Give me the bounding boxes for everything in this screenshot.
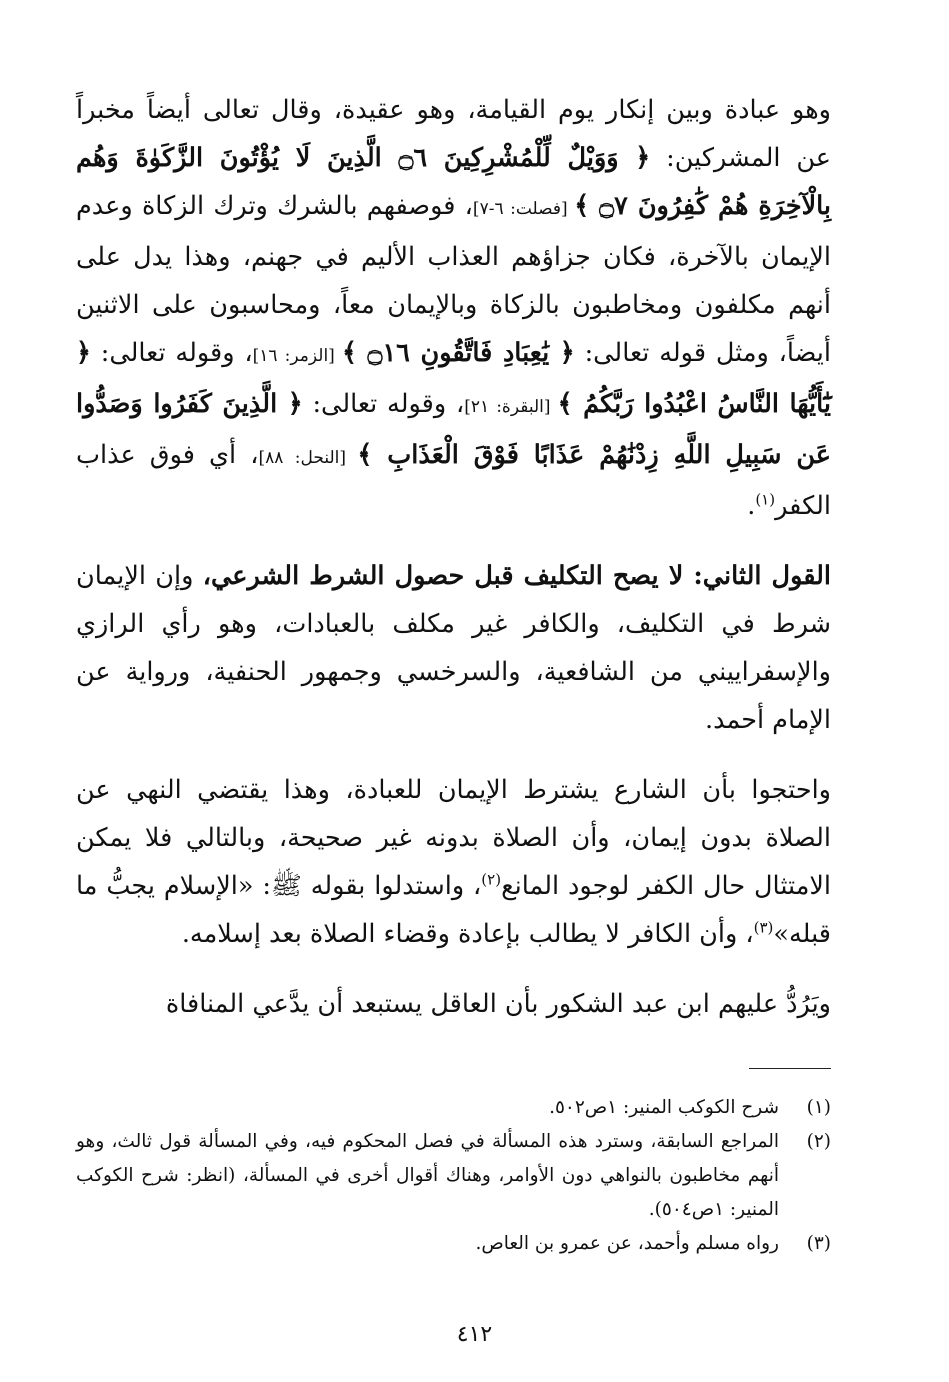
page-number: ٤١٢ [456, 1322, 493, 1347]
footnote-marker: (٢) [481, 870, 502, 889]
body-text: ، وقوله تعالى: [90, 338, 253, 368]
footnote-number: (٣) [806, 1233, 831, 1254]
verse-reference: [الزمر: ١٦] [252, 346, 342, 366]
footnote-number: (٢) [806, 1131, 831, 1152]
section-heading: القول الثاني: لا يصح التكليف قبل حصول الشرط الشرعي، [202, 561, 831, 591]
body-text: ، فوصفهم بالشرك وترك الزكاة وعدم الإيمان بالآخرة، فكان جزاؤهم العذاب الأليم في جهنم، وهذا يدل على أنهم مكلفون ومخاطبون بالزكاة وبالإيمان معاً، ومحاسبون على الاثنين أيضاً، ومثل قوله تعالى: [76, 191, 831, 368]
quran-verse: ﴿ يَٰعِبَادِ فَاتَّقُونِ ۝١٦ ﴾ [341, 338, 575, 368]
footnote-text: شرح الكوكب المنير: ١ص٥٠٢. [549, 1097, 779, 1118]
body-text: واحتجوا بأن الشارع يشترط الإيمان للعبادة، وهذا يقتضي النهي عن الصلاة بدون إيمان، وأن الصلاة بدونه غير صحيحة، وبالتالي فلا يمكن الامتثال حال الكفر لوجود المانع [76, 775, 831, 901]
footnote-1 [76, 1091, 831, 1125]
footnote-number: (١) [806, 1097, 831, 1118]
footnote-marker: (٣) [753, 918, 774, 937]
body-text: وهو عبادة وبين إنكار يوم القيامة، وهو عقيدة، وقال تعالى أيضاً مخبراً عن المشركين: [76, 95, 831, 173]
verse-reference: [فصلت: ٦-٧] [472, 199, 575, 219]
footnote-2 [76, 1125, 831, 1227]
body-text: وإن الإيمان شرط في التكليف، والكافر غير مكلف بالعبادات، وهو رأي الرازي والإسفراييني من الشافعية، والسرخسي وجمهور الحنفية، ورواية عن الإمام أحمد. [76, 561, 831, 735]
footnotes [76, 1091, 831, 1261]
body-text: ويَرُدُّ عليهم ابن عبد الشكور بأن العاقل يستبعد أن يدَّعي المنافاة [165, 989, 831, 1019]
body-text: ، واستدلوا بقوله ﷺ: «الإسلام يجبُّ ما قبله» [76, 871, 831, 949]
paragraph-3 [76, 766, 831, 958]
body-text: ، أي فوق عذاب الكفر [76, 440, 831, 521]
body-text: ، وأن الكافر لا يطالب بإعادة وقضاء الصلاة بعد إسلامه. [181, 919, 754, 949]
quran-verse: ﴿ الَّذِينَ كَفَرُوا وَصَدُّوا عَن سَبِيلِ اللَّهِ زِدْنَٰهُمْ عَذَابًا فَوْقَ الْعَذَابِ ﴾ [76, 389, 831, 470]
footnote-marker: (١) [755, 490, 776, 509]
quran-verse: ﴿ وَوَيْلٌ لِّلْمُشْرِكِينَ ۝٦ الَّذِينَ لَا يُؤْتُونَ الزَّكَوٰةَ وَهُم بِالْآخِرَةِ هُمْ كَٰفِرُونَ ۝٧ ﴾ [76, 143, 832, 221]
quran-verse: ﴿ يَٰٓأَيُّهَا النَّاسُ اعْبُدُوا رَبَّكُمُ ﴾ [76, 338, 831, 419]
footnote-separator [749, 1068, 831, 1069]
footnote-text: رواه مسلم وأحمد، عن عمرو بن العاص. [475, 1233, 779, 1254]
paragraph-2 [76, 552, 831, 744]
body-text: ، وقوله تعالى: [302, 389, 465, 419]
paragraph-4 [76, 980, 831, 1028]
paragraph-1 [76, 86, 831, 530]
verse-reference: [النحل: ٨٨] [258, 448, 358, 468]
body-text: . [747, 491, 756, 521]
footnote-text: المراجع السابقة، وسترد هذه المسألة في فصل المحكوم فيه، وفي المسألة قول ثالث، وهو أنهم مخاطبون بالنواهي دون الأوامر، وهناك أقوال أخرى في المسألة، (انظر: شرح الكوكب المنير: ١ص٥٠٤). [76, 1131, 779, 1220]
verse-reference: [البقرة: ٢١] [464, 397, 558, 417]
footnote-3 [76, 1227, 831, 1261]
